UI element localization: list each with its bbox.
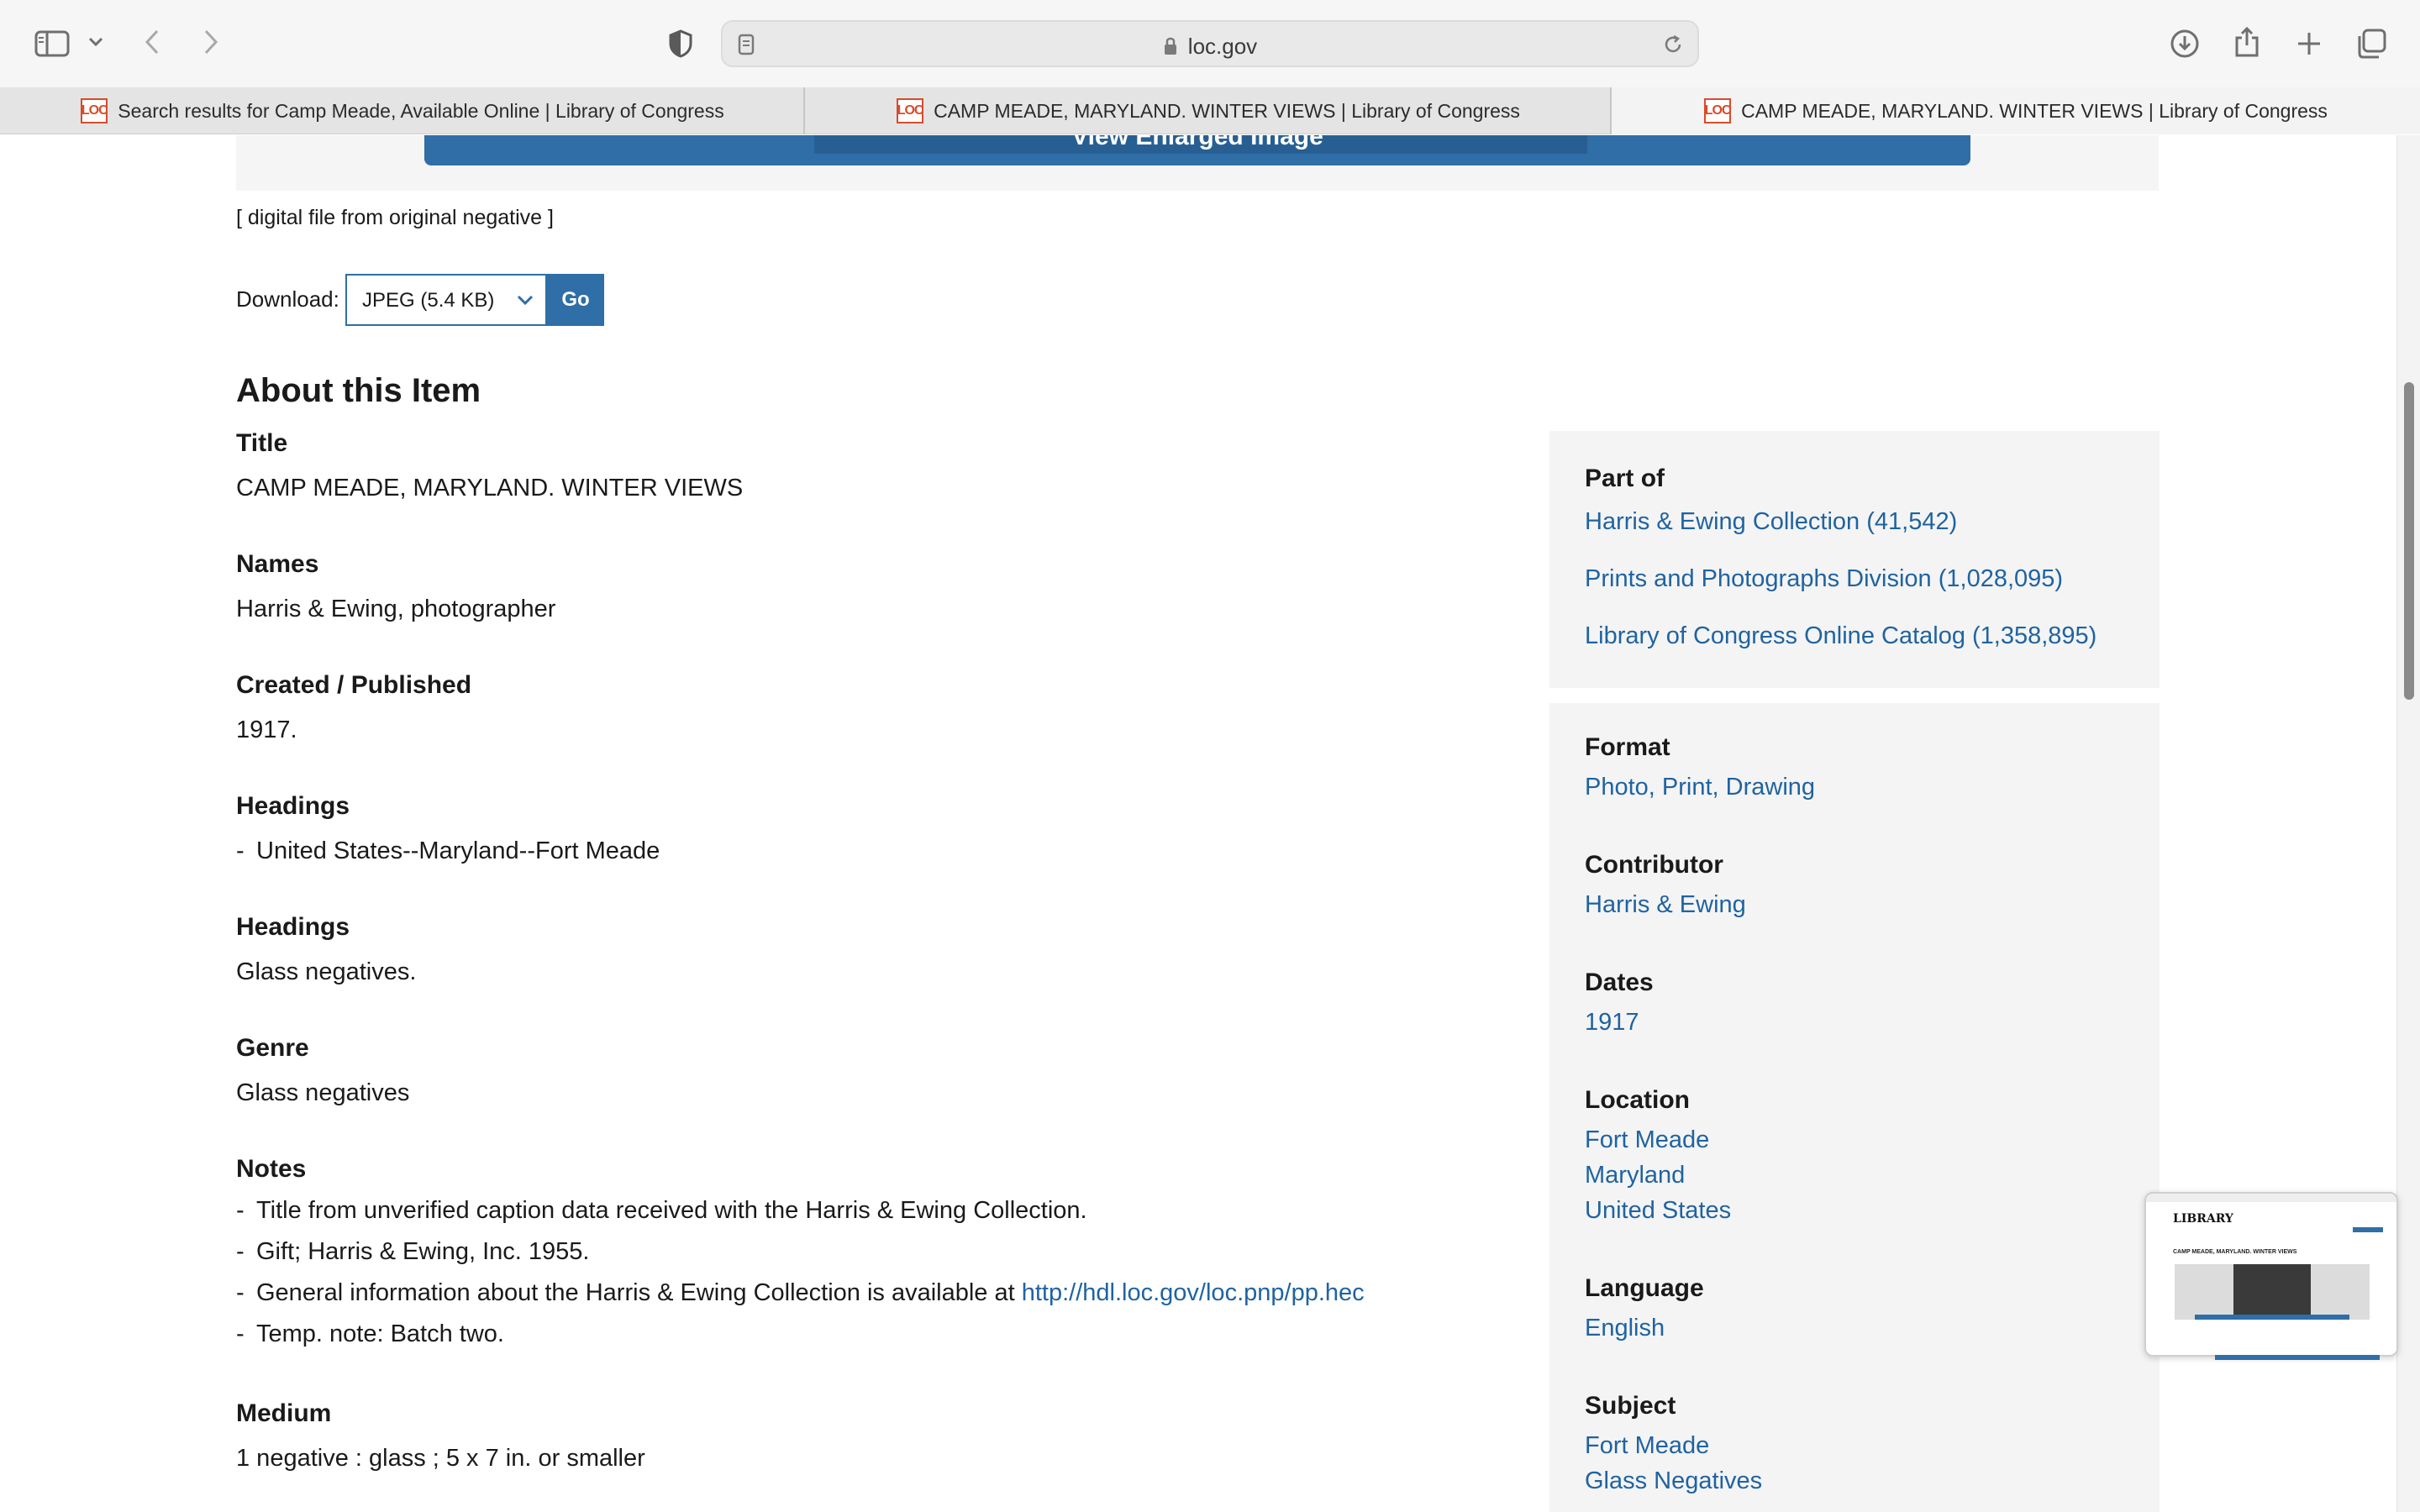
view-enlarged-image-label [424, 135, 1970, 139]
shield-icon[interactable] [664, 27, 697, 60]
subject-link[interactable]: Glass Negatives [1585, 1467, 1763, 1494]
field-label: Genre [236, 1034, 309, 1062]
page-content [0, 135, 2396, 1512]
field-title [236, 429, 1497, 502]
tab-camp-meade-2[interactable] [1612, 87, 2420, 134]
download-icon[interactable] [2166, 25, 2203, 62]
page-preview-thumbnail[interactable] [2144, 1192, 2398, 1357]
lock-icon [1163, 36, 1178, 56]
tab-title: Search results for Camp Meade, Available Online | Library of Congress [118, 99, 724, 122]
format-label: Format [1585, 733, 1670, 761]
note-item: - Temp. note: Batch two. [236, 1320, 504, 1347]
chevron-left-icon[interactable] [139, 25, 165, 59]
download-format-select[interactable] [345, 274, 547, 326]
loc-favicon-icon: LOC [81, 98, 108, 123]
chevron-down-icon[interactable] [86, 32, 106, 52]
field-label: Title [236, 429, 288, 457]
subject-label: Subject [1585, 1392, 1676, 1420]
field-notes [236, 1155, 1497, 1355]
part-of-link[interactable]: Prints and Photographs Division (1,028,095) [1585, 565, 2064, 592]
download-format-value: JPEG (5.4 KB) [362, 289, 495, 312]
mini-photo [2233, 1264, 2311, 1315]
contributor-label: Contributor [1585, 851, 1723, 879]
headings-link[interactable]: United States--Maryland--Fort Meade [256, 837, 660, 864]
field-label: Notes [236, 1155, 307, 1183]
view-enlarged-image-button[interactable] [424, 135, 1970, 165]
loc-favicon-icon: LOC [897, 98, 923, 123]
field-value: 1 negative : glass ; 5 x 7 in. or smaller [236, 1445, 645, 1472]
facets-panel [1549, 703, 2160, 1512]
field-created-published [236, 671, 1497, 744]
field-names [236, 550, 1497, 623]
share-icon[interactable] [2228, 24, 2265, 60]
dates-label: Dates [1585, 969, 1654, 996]
contributor-link[interactable]: Harris & Ewing [1585, 891, 1746, 918]
plus-icon[interactable] [2291, 25, 2328, 62]
download-label: Download: [236, 286, 339, 312]
part-of-label: Part of [1585, 465, 1665, 492]
subject-link[interactable]: Fort Meade [1585, 1432, 1710, 1459]
field-medium [236, 1399, 1497, 1473]
tabs-icon[interactable] [2353, 25, 2390, 62]
note-item: - Gift; Harris & Ewing, Inc. 1955. [236, 1238, 590, 1265]
field-label: Headings [236, 913, 350, 941]
field-label: Created / Published [236, 671, 472, 699]
field-label: Medium [236, 1399, 332, 1427]
part-of-panel [1549, 431, 2160, 688]
field-label: Names [236, 550, 319, 578]
tab-bar [0, 87, 2420, 134]
chevron-down-icon [517, 294, 534, 306]
loc-favicon-icon: LOC [1704, 98, 1731, 123]
field-headings-2 [236, 913, 1497, 986]
note-item: - General information about the Harris & Ewing Collection is available at http://hdl.loc.gov/loc.pnp/pp.hec [236, 1279, 1365, 1306]
field-value: CAMP MEADE, MARYLAND. WINTER VIEWS [236, 475, 744, 501]
about-heading: About this Item [236, 372, 481, 409]
location-link[interactable]: United States [1585, 1197, 1732, 1224]
format-link[interactable]: Photo, Print, Drawing [1585, 774, 1816, 801]
field-value: Glass negatives [236, 1079, 410, 1106]
mini-logo: LIBRARY [2173, 1212, 2233, 1226]
field-label: Headings [236, 792, 350, 820]
sidebar-icon[interactable] [32, 27, 72, 60]
chevron-right-icon[interactable] [198, 25, 224, 59]
scrollbar-thumb[interactable] [2404, 382, 2414, 700]
harris-ewing-collection-link[interactable]: http://hdl.loc.gov/loc.pnp/pp.hec [1021, 1279, 1365, 1306]
tab-camp-meade-1[interactable] [805, 87, 1612, 134]
language-label: Language [1585, 1274, 1704, 1302]
image-viewer [236, 135, 2159, 191]
url-text: loc.gov [1187, 34, 1258, 59]
mini-title: CAMP MEADE, MARYLAND. WINTER VIEWS [2173, 1249, 2297, 1255]
part-of-link[interactable]: Harris & Ewing Collection (41,542) [1585, 508, 1958, 535]
field-headings-1: Headings - United States--Maryland--Fort Meade [236, 792, 1497, 865]
dates-link[interactable]: 1917 [1585, 1009, 1639, 1036]
field-genre [236, 1034, 1497, 1107]
page-scrollbar[interactable] [2396, 135, 2420, 1512]
address-bar[interactable] [721, 20, 1699, 67]
download-go-button[interactable]: Go [547, 274, 604, 326]
part-of-link[interactable]: Library of Congress Online Catalog (1,358,895) [1585, 622, 2097, 649]
image-caption: [ digital file from original negative ] [236, 206, 554, 229]
field-value: 1917. [236, 717, 297, 743]
tab-search-results[interactable] [0, 87, 805, 134]
browser-toolbar [0, 0, 2420, 87]
note-item: - Title from unverified caption data received with the Harris & Ewing Collection. [236, 1197, 1087, 1224]
tab-title: CAMP MEADE, MARYLAND. WINTER VIEWS | Library of Congress [934, 99, 1520, 122]
field-value: Harris & Ewing, photographer [236, 596, 556, 622]
reload-icon[interactable] [1660, 32, 1686, 57]
tab-title: CAMP MEADE, MARYLAND. WINTER VIEWS | Library of Congress [1741, 99, 2328, 122]
field-value: Glass negatives. [236, 958, 417, 985]
location-label: Location [1585, 1086, 1690, 1114]
location-link[interactable]: Maryland [1585, 1162, 1686, 1189]
location-link[interactable]: Fort Meade [1585, 1126, 1710, 1153]
language-link[interactable]: English [1585, 1315, 1665, 1341]
